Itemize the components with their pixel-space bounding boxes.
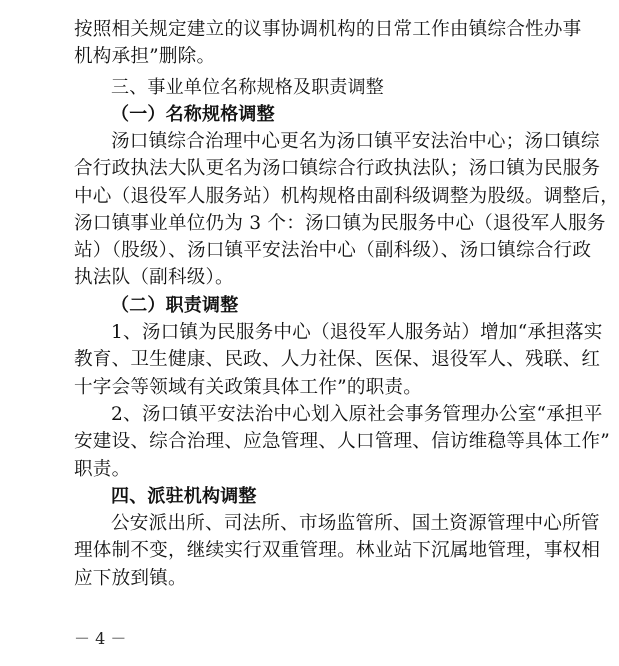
text-line: 按照相关规定建立的议事协调机构的日常工作由镇综合性办事 [74,19,582,40]
text-line: 站）（股级）、汤口镇平安法治中心（副科级）、汤口镇综合行政 [74,240,592,262]
text-line: 安建设、综合治理、应急管理、人口管理、信访维稳等具体工作” [74,431,610,453]
text-line: 执法队（副科级）。 [74,267,234,289]
continuation-paragraph [74,16,582,71]
text-line: 1、汤口镇为民服务中心（退役军人服务站）增加“承担落实 [111,322,603,343]
text-line: 职责。 [74,458,131,480]
text-line: 理体制不变，继续实行双重管理。林业站下沉属地管理，事权相 [74,540,601,562]
text-line: 汤口镇综合治理中心更名为汤口镇平安法治中心；汤口镇综 [111,131,600,152]
section-4-body [74,510,601,592]
page-number: － 4 － [74,629,127,648]
text-line: 机构承担”删除。 [74,46,216,68]
text-line: 2、汤口镇平安法治中心划入原社会事务管理办公室“承担平 [111,404,603,425]
subsection-1-body [74,128,619,292]
text-line: 教育、卫生健康、民政、人力社保、医保、退役军人、残联、红 [74,349,601,371]
text-line: 合行政执法大队更名为汤口镇综合行政执法队；汤口镇为民服务 [74,158,601,180]
subsection-2-item-2 [74,401,610,483]
text-line: 十字会等领域有关政策具体工作”的职责。 [74,376,422,398]
section-3-heading: 三、事业单位名称规格及职责调整 [111,77,384,98]
text-line: 公安派出所、司法所、市场监管所、国土资源管理中心所管 [111,513,600,534]
section-4-heading: 四、派驻机构调整 [111,486,257,507]
subsection-1-heading: （一）名称规格调整 [111,104,275,125]
text-line: 应下放到镇。 [74,567,187,589]
text-line: 中心（退役军人服务站）机构规格由副科级调整为股级。调整后， [74,185,619,207]
subsection-2-heading: （二）职责调整 [111,295,239,316]
text-line: 汤口镇事业单位仍为 3 个：汤口镇为民服务中心（退役军人服务 [74,212,606,234]
subsection-2-item-1 [74,319,603,401]
